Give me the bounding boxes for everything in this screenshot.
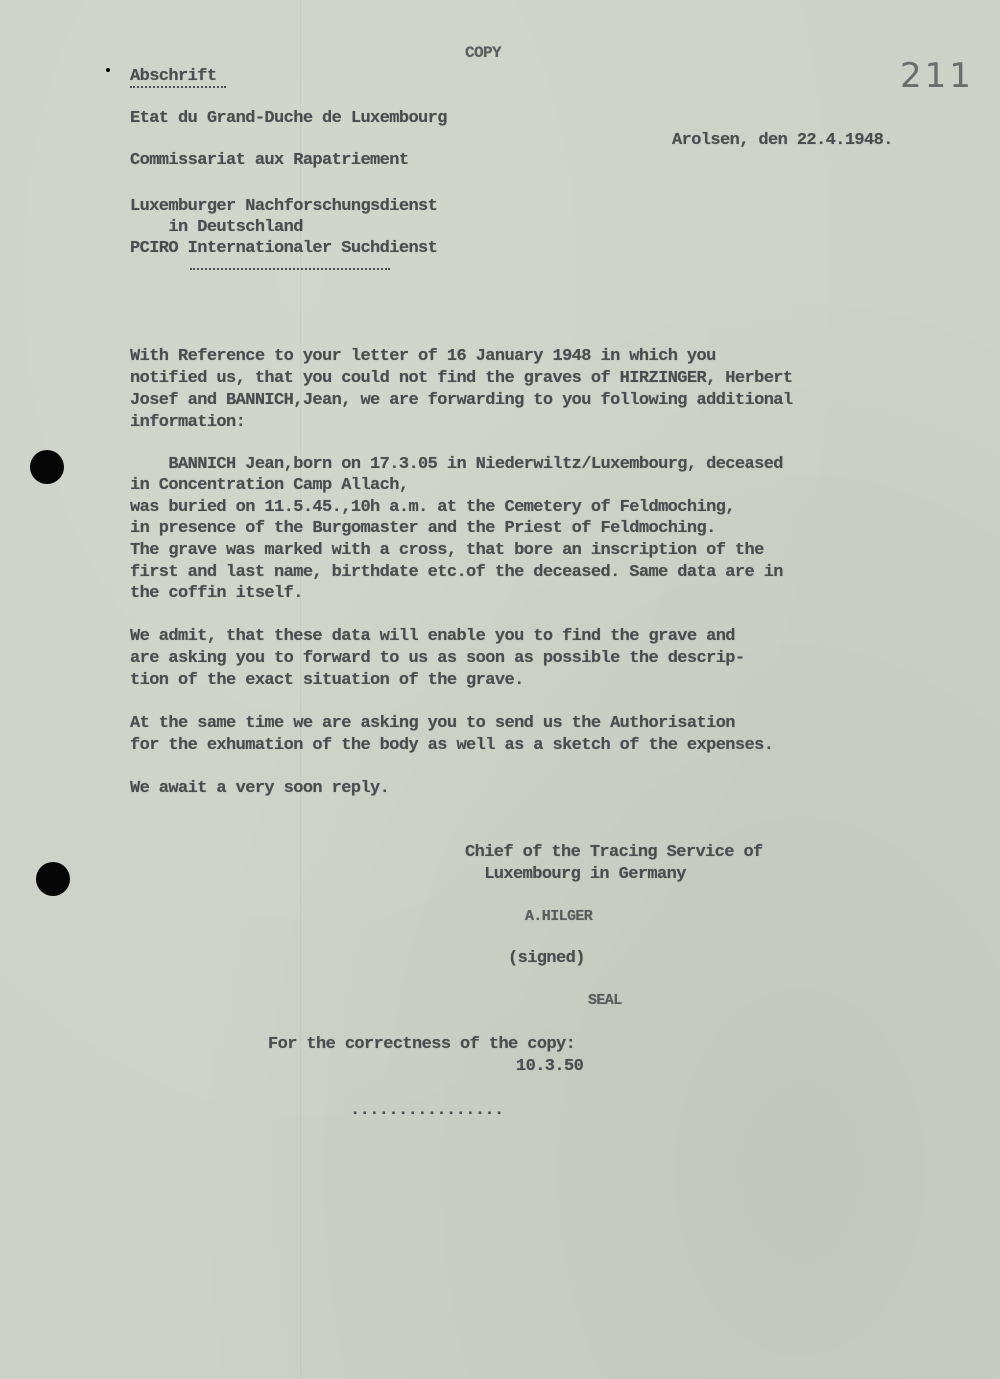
sender-line-3: Luxemburger Nachforschungsdienst — [130, 197, 438, 216]
body-para2-line4: in presence of the Burgomaster and the Priest of Feldmoching. — [130, 519, 716, 538]
certification-line1: For the correctness of the copy: — [268, 1035, 576, 1054]
signature-title-line2: Luxembourg in Germany — [465, 865, 686, 884]
sender-line-1: Etat du Grand-Duche de Luxembourg — [130, 109, 447, 128]
abschrift-underline — [130, 86, 226, 88]
signature-name: A.HILGER — [525, 908, 593, 925]
signature-signed: (signed) — [508, 949, 585, 968]
body-para4-line1: At the same time we are asking you to send us the Authorisation — [130, 714, 735, 733]
sender-line-4: in Deutschland — [130, 218, 303, 237]
punch-hole-bottom — [36, 862, 70, 896]
ink-speck — [106, 68, 110, 72]
certification-date: 10.3.50 — [516, 1057, 584, 1076]
body-para2-line1: BANNICH Jean,born on 17.3.05 in Niederwiltz/Luxembourg, deceased — [130, 455, 783, 474]
body-para2-line5: The grave was marked with a cross, that bore an inscription of the — [130, 541, 764, 560]
body-para4-line2: for the exhumation of the body as well as a sketch of the expenses. — [130, 736, 774, 755]
body-para3-line2: are asking you to forward to us as soon as possible the descrip- — [130, 649, 745, 668]
body-para1-line3: Josef and BANNICH,Jean, we are forwarding to you following additional — [130, 391, 793, 410]
body-para3-line1: We admit, that these data will enable you to find the grave and — [130, 627, 735, 646]
sender-underline — [190, 268, 390, 270]
body-para2-line6: first and last name, birthdate etc.of the deceased. Same data are in — [130, 563, 783, 582]
body-para2-line3: was buried on 11.5.45.,10h a.m. at the Cemetery of Feldmoching, — [130, 498, 735, 517]
body-para2-line7: the coffin itself. — [130, 584, 303, 603]
certification-dots: ................ — [350, 1101, 504, 1120]
body-para5: We await a very soon reply. — [130, 779, 390, 798]
signature-title-line1: Chief of the Tracing Service of — [465, 843, 763, 862]
copy-stamp: COPY — [465, 44, 502, 62]
body-para1-line1: With Reference to your letter of 16 January 1948 in which you — [130, 347, 716, 366]
date-line: Arolsen, den 22.4.1948. — [672, 131, 893, 150]
punch-hole-top — [30, 450, 64, 484]
signature-seal: SEAL — [588, 992, 622, 1009]
body-para1-line2: notified us, that you could not find the graves of HIRZINGER, Herbert — [130, 369, 793, 388]
body-para3-line3: tion of the exact situation of the grave. — [130, 671, 524, 690]
sender-line-2: Commissariat aux Rapatriement — [130, 151, 409, 170]
body-para2-line2: in Concentration Camp Allach, — [130, 476, 409, 495]
abschrift-heading: Abschrift — [130, 67, 217, 86]
page-number: 211 — [900, 56, 974, 96]
sender-line-5: PCIRO Internationaler Suchdienst — [130, 239, 438, 258]
body-para1-line4: information: — [130, 413, 246, 432]
